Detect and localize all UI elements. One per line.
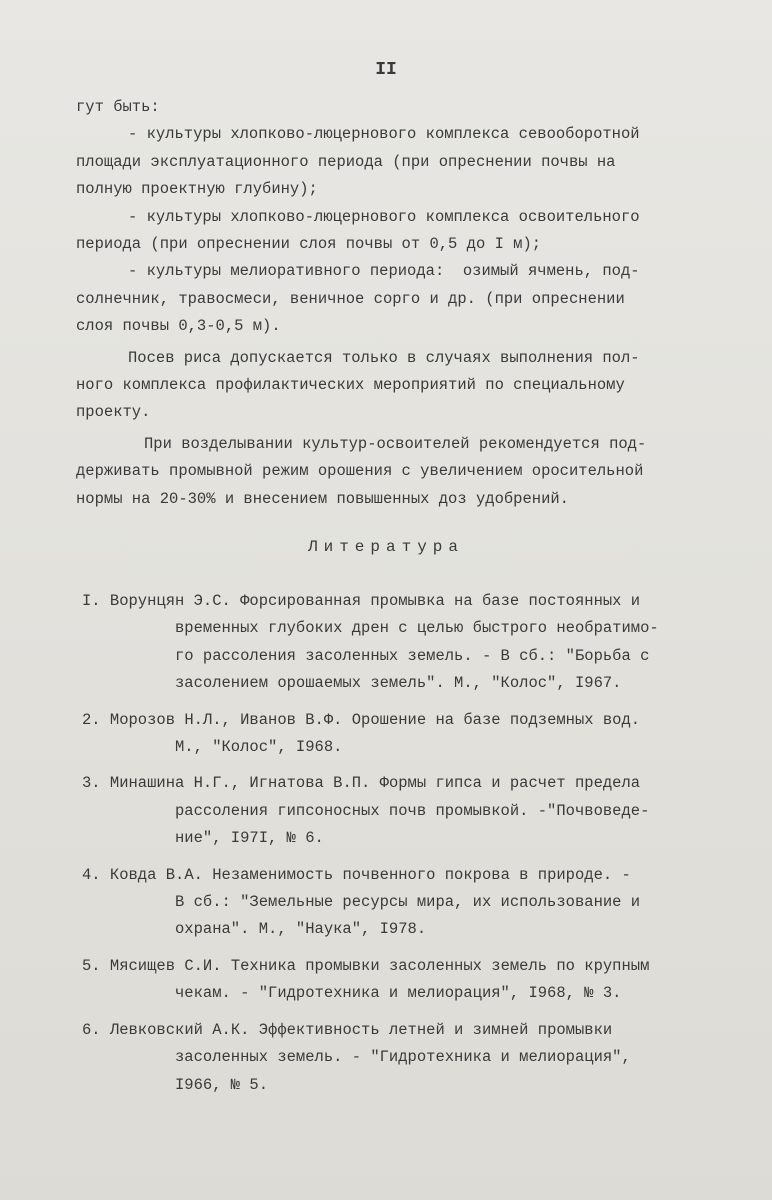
reference-line: В сб.: "Земельные ресурсы мира, их использование и — [175, 893, 641, 912]
reference-line: I. Ворунцян Э.С. Форсированная промывка на базе постоянных и — [82, 592, 641, 610]
reference-line: 3. Минашина Н.Г., Игнатова В.П. Формы гипса и расчет предела — [82, 774, 641, 793]
reference-line: засоленных земель. - "Гидротехника и мелиорация", — [175, 1048, 631, 1067]
body-line: При возделывании культур-освоителей рекомендуется под- — [144, 434, 647, 453]
reference-line: временных глубоких дрен с целью быстрого необратимо- — [175, 619, 659, 638]
reference-line: 4. Ковда В.А. Незаменимость почвенного покрова в природе. - — [82, 865, 631, 884]
body-line: - культуры хлопково-люцернового комплекса севооборотной — [128, 125, 640, 144]
body-line: нормы на 20-30% и внесением повышенных доз удобрений. — [76, 489, 569, 508]
body-line: проекту. — [76, 403, 151, 422]
reference-item — [82, 862, 762, 944]
body-line: слоя почвы 0,3-0,5 м). — [76, 317, 281, 336]
body-line: Посев риса допускается только в случаях выполнения пол- — [128, 348, 640, 367]
reference-line: I966, № 5. — [175, 1075, 269, 1094]
reference-item — [82, 1017, 762, 1099]
reference-item — [82, 770, 762, 852]
reference-line: 6. Левковский А.К. Эффективность летней и зимней промывки — [82, 1020, 613, 1039]
body-line: полную проектную глубину); — [76, 180, 318, 199]
reference-line: 2. Морозов Н.Л., Иванов В.Ф. Орошение на базе подземных вод. — [82, 710, 641, 729]
reference-line: охрана". М., "Наука", I978. — [175, 920, 427, 939]
body-line: - культуры мелиоративного периода: озимый ячмень, под- — [128, 262, 640, 281]
literature-heading: Литература — [307, 538, 464, 556]
body-line: солнечник, травосмеси, веничное сорго и др. (при опреснении — [76, 289, 625, 308]
body-text — [76, 94, 736, 513]
reference-line: М., "Колос", I968. — [175, 738, 343, 757]
reference-item — [82, 953, 762, 1008]
reference-item — [82, 707, 762, 762]
body-line: ного комплекса профилактических мероприятий по специальному — [76, 376, 625, 395]
reference-line: го рассоления засоленных земель. - В сб.: "Борьба с — [175, 646, 650, 665]
body-line: площади эксплуатационного периода (при опреснении почвы на — [76, 152, 616, 171]
reference-line: ние", I97I, № 6. — [175, 829, 324, 848]
reference-item — [82, 588, 762, 698]
reference-line: чекам. - "Гидротехника и мелиорация", I968, № 3. — [175, 984, 622, 1003]
reference-list — [82, 588, 762, 1108]
reference-line: рассоления гипсоносных почв промывкой. -"Почвоведе- — [175, 801, 650, 820]
body-line: - культуры хлопково-люцернового комплекса освоительного — [128, 207, 640, 226]
body-line: периода (при опреснении слоя почвы от 0,5 до I м); — [76, 235, 542, 254]
body-line: гут быть: — [76, 98, 160, 116]
reference-line: засолением орошаемых земель". М., "Колос", I967. — [175, 674, 622, 693]
page-number: II — [375, 60, 397, 80]
reference-line: 5. Мясищев С.И. Техника промывки засоленных земель по крупным — [82, 956, 650, 975]
body-line: держивать промывной режим орошения с увеличением оросительной — [76, 462, 644, 481]
